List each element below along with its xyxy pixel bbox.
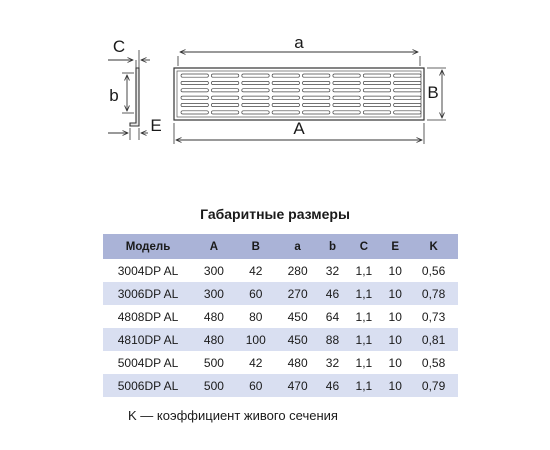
dimension-A bbox=[174, 119, 424, 144]
cell-B: 42 bbox=[249, 263, 263, 278]
cell-model: 3004DP AL bbox=[117, 263, 179, 278]
cell-A: 500 bbox=[203, 378, 224, 393]
cell-a: 270 bbox=[287, 286, 308, 301]
label-C: C bbox=[112, 37, 126, 56]
grille-slot bbox=[181, 103, 208, 106]
grille-slot bbox=[394, 111, 421, 114]
grille-slot bbox=[303, 103, 330, 106]
cell-a: 450 bbox=[287, 332, 308, 347]
cell-E: 10 bbox=[388, 378, 402, 393]
grille-slot bbox=[242, 74, 269, 77]
grille-slot bbox=[303, 96, 330, 99]
grille-slot bbox=[333, 111, 360, 114]
cell-K: 0,79 bbox=[421, 378, 446, 393]
table-title: Габаритные размеры bbox=[200, 206, 350, 222]
grille-slot bbox=[303, 111, 330, 114]
grille-slot bbox=[181, 74, 208, 77]
header-K: K bbox=[429, 240, 438, 253]
table-row bbox=[103, 305, 458, 328]
cell-b: 46 bbox=[325, 286, 340, 301]
grille-slot bbox=[394, 89, 421, 92]
cell-a: 450 bbox=[287, 309, 308, 324]
table-row bbox=[103, 351, 458, 374]
cell-model: 5006DP AL bbox=[117, 378, 179, 393]
grille-slot bbox=[394, 103, 421, 106]
table-row bbox=[103, 328, 458, 351]
header-model: Модель bbox=[125, 240, 171, 253]
grille-slot bbox=[394, 74, 421, 77]
grille-slot bbox=[211, 74, 238, 77]
cell-B: 60 bbox=[249, 378, 263, 393]
grille-slot bbox=[181, 96, 208, 99]
grille-slot bbox=[242, 103, 269, 106]
grille-slot bbox=[333, 103, 360, 106]
label-A: A bbox=[293, 119, 305, 138]
grille-slot bbox=[333, 74, 360, 77]
grille-slot bbox=[272, 89, 299, 92]
grille-slot bbox=[333, 81, 360, 84]
cell-E: 10 bbox=[388, 286, 402, 301]
cell-B: 60 bbox=[249, 286, 263, 301]
grille-slot bbox=[363, 89, 390, 92]
grille-dimension-drawing bbox=[0, 0, 550, 200]
cell-B: 100 bbox=[245, 332, 266, 347]
cell-E: 10 bbox=[388, 332, 402, 347]
dimension-a bbox=[178, 33, 420, 66]
grille-slot bbox=[181, 89, 208, 92]
cell-E: 10 bbox=[388, 355, 402, 370]
cell-K: 0,78 bbox=[421, 286, 446, 301]
cell-A: 480 bbox=[203, 309, 224, 324]
cell-model: 3006DP AL bbox=[117, 286, 179, 301]
cell-a: 470 bbox=[287, 378, 308, 393]
grille-slot bbox=[242, 81, 269, 84]
label-b: b bbox=[109, 86, 119, 105]
dimension-C bbox=[108, 37, 150, 60]
cell-a: 480 bbox=[287, 355, 308, 370]
grille-slot bbox=[272, 111, 299, 114]
cell-C: 1,1 bbox=[355, 263, 373, 278]
cell-K: 0,73 bbox=[421, 309, 446, 324]
grille-slot bbox=[303, 89, 330, 92]
label-a: a bbox=[294, 33, 304, 52]
dimension-b bbox=[109, 73, 134, 113]
grille-slot bbox=[363, 111, 390, 114]
dimension-E bbox=[108, 116, 162, 140]
cell-E: 10 bbox=[388, 263, 402, 278]
cell-K: 0,58 bbox=[421, 355, 446, 370]
coefficient-note: K — коэффициент живого сечения bbox=[128, 408, 338, 423]
cell-B: 80 bbox=[249, 309, 263, 324]
grille-slot bbox=[181, 111, 208, 114]
cell-B: 42 bbox=[249, 355, 263, 370]
grille-slot bbox=[394, 81, 421, 84]
cell-C: 1,1 bbox=[355, 378, 373, 393]
grille-slot bbox=[211, 81, 238, 84]
grille-slot bbox=[303, 74, 330, 77]
cell-C: 1,1 bbox=[355, 355, 373, 370]
grille-slot bbox=[242, 96, 269, 99]
cell-C: 1,1 bbox=[355, 309, 373, 324]
grille-slot bbox=[211, 111, 238, 114]
grille-front-view bbox=[174, 68, 424, 120]
cell-E: 10 bbox=[388, 309, 402, 324]
cell-C: 1,1 bbox=[355, 286, 373, 301]
grille-side-profile bbox=[130, 50, 139, 126]
cell-A: 480 bbox=[203, 332, 224, 347]
grille-slot bbox=[363, 103, 390, 106]
grille-slot bbox=[242, 111, 269, 114]
header-C: C bbox=[359, 240, 369, 253]
grille-slot bbox=[272, 103, 299, 106]
grille-slot bbox=[242, 89, 269, 92]
header-E: E bbox=[391, 240, 400, 253]
cell-A: 500 bbox=[203, 355, 224, 370]
table-row bbox=[103, 282, 458, 305]
header-B: B bbox=[251, 240, 260, 253]
dimension-B bbox=[427, 68, 446, 120]
grille-slot bbox=[211, 103, 238, 106]
grille-slot bbox=[211, 96, 238, 99]
grille-slot bbox=[181, 81, 208, 84]
cell-A: 300 bbox=[203, 263, 224, 278]
grille-slot bbox=[394, 96, 421, 99]
header-b: b bbox=[328, 240, 336, 253]
cell-model: 4810DP AL bbox=[117, 332, 179, 347]
table-header-row bbox=[103, 234, 458, 259]
label-B: B bbox=[427, 83, 439, 102]
cell-C: 1,1 bbox=[355, 332, 373, 347]
header-a: a bbox=[294, 240, 301, 253]
label-E: E bbox=[150, 116, 162, 135]
cell-b: 46 bbox=[325, 378, 340, 393]
grille-slot bbox=[333, 89, 360, 92]
cell-model: 5004DP AL bbox=[117, 355, 179, 370]
grille-slot bbox=[272, 74, 299, 77]
table-row bbox=[103, 374, 458, 397]
cell-b: 64 bbox=[325, 309, 340, 324]
dimensions-table bbox=[103, 234, 458, 397]
grille-slot bbox=[211, 89, 238, 92]
cell-b: 32 bbox=[325, 263, 340, 278]
cell-A: 300 bbox=[203, 286, 224, 301]
cell-a: 280 bbox=[287, 263, 308, 278]
cell-model: 4808DP AL bbox=[117, 309, 179, 324]
cell-b: 32 bbox=[325, 355, 340, 370]
grille-slot bbox=[363, 96, 390, 99]
grille-slot bbox=[303, 81, 330, 84]
table-row bbox=[103, 259, 458, 282]
header-A: A bbox=[209, 240, 219, 253]
cell-K: 0,56 bbox=[421, 263, 446, 278]
cell-b: 88 bbox=[325, 332, 340, 347]
cell-K: 0,81 bbox=[421, 332, 446, 347]
grille-slot bbox=[363, 81, 390, 84]
grille-slot bbox=[272, 81, 299, 84]
grille-slot bbox=[363, 74, 390, 77]
grille-slot bbox=[272, 96, 299, 99]
grille-slot bbox=[333, 96, 360, 99]
